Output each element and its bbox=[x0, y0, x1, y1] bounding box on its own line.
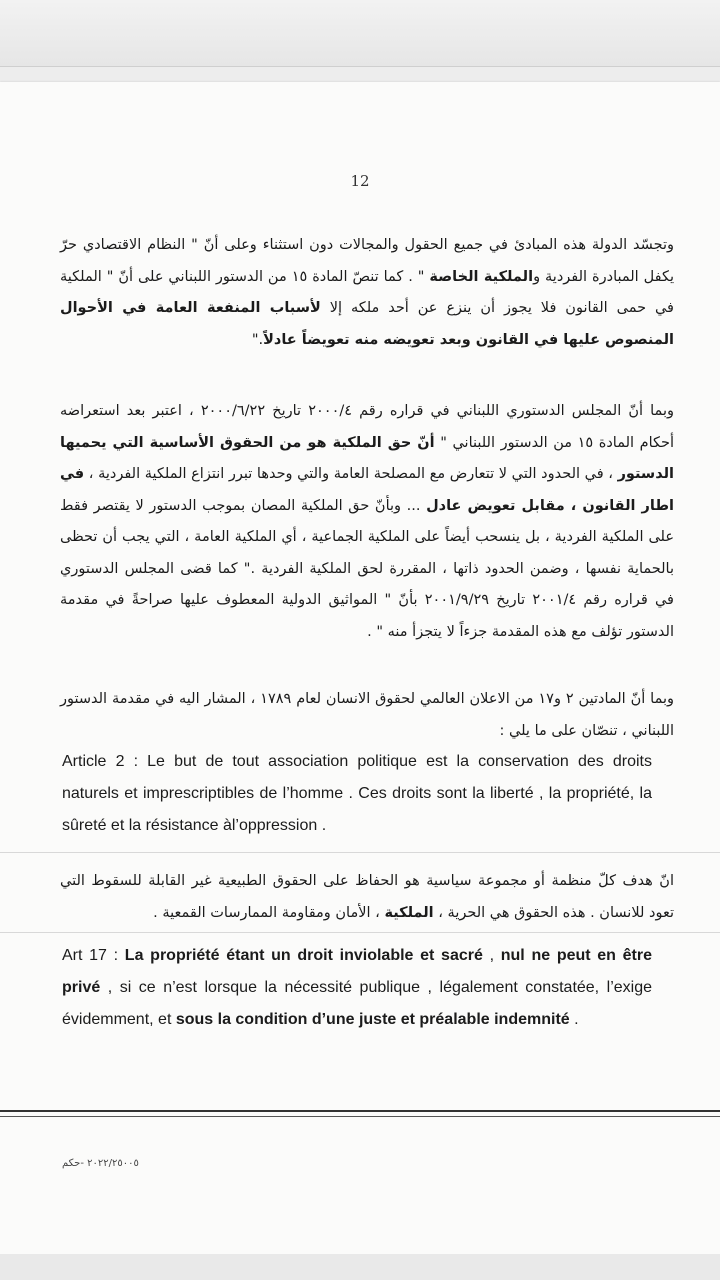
text-run: ، في الحدود التي لا تتعارض مع المصلحة العامة والتي وحدها تبرر انتزاع الملكية الفردية ، bbox=[84, 466, 618, 482]
page-number: 12 bbox=[350, 172, 370, 190]
bold-text-run: La propriété étant un droit inviolable et sacré bbox=[124, 947, 483, 964]
paragraph-state-principles bbox=[60, 230, 674, 356]
bold-text-run: nul ne peut en être privé bbox=[62, 947, 653, 996]
text-run: انّ هدف كلّ منظمة أو مجموعة سياسية هو الحفاظ على الحقوق الطبيعية غير القابلة للسقوط التي تعود للانسان . هذه الحقوق هي الحرية ، bbox=[60, 873, 674, 921]
text-run: Art 17 : bbox=[62, 947, 125, 964]
text-run: ... وبأنّ حق الملكية المصان بموجب الدستور لا يقتصر فقط على الملكية الفردية ، بل ينسحب أيضاً على الملكية الجماعية ، أي الملكية العامة ، التي يجب أن تحظى بالحماية نفسها ، وضمن الحدود ذاتها ، المقررة لحق الملكية الفردية ." كما قضى المجلس الدستوري في قراره رقم ٢٠٠١/٤ تاريخ ٢٠٠١/٩/٢٩ بأنّ " المواثيق الدولية المعطوف عليها صراحةً في مقدمة الدستور تؤلف مع هذه المقدمة جزءاً لا يتجزأ منه " . bbox=[60, 497, 674, 640]
text-run: وتجسّد الدولة هذه المبادئ في جميع الحقول والمجالات دون استثناء وعلى أنّ " النظام الاقتصادي حرّ يكفل المبادرة الفردية و bbox=[60, 237, 674, 285]
paragraph-declaration-articles bbox=[60, 684, 674, 747]
text-run: وبما أنّ المادتين ٢ و١٧ من الاعلان العالمي لحقوق الانسان لعام ١٧٨٩ ، المشار اليه في مقدمة الدستور اللبناني ، تنصّان على ما يلي : bbox=[60, 691, 674, 739]
text-run: , bbox=[482, 947, 501, 964]
article-17-french bbox=[62, 940, 652, 1036]
paragraph-constitutional-council bbox=[60, 396, 674, 648]
next-page-edge bbox=[0, 1254, 720, 1280]
bold-text-run: الملكية bbox=[384, 904, 434, 921]
article-2-arabic-translation bbox=[60, 866, 674, 929]
text-run: , si ce n’est lorsque la nécessité publique , légalement constatée, l’exige évidemment, et bbox=[62, 979, 652, 1028]
section-divider bbox=[0, 932, 720, 933]
text-run: " . كما تنصّ المادة ١٥ من الدستور اللبناني على أنّ " الملكية في حمى القانون فلا يجوز أن ينزع عن أحد ملكه إلا bbox=[60, 268, 674, 316]
text-run: Article 2 : Le but de tout association politique est la conservation des droits naturels et imprescriptibles de l’homme . Ces droits sont la liberté , la propriété, la sûreté et la résistance àl’oppression . bbox=[62, 753, 652, 834]
bold-text-run: sous la condition d’une juste et préalable indemnité bbox=[175, 1011, 570, 1028]
previous-page-edge bbox=[0, 0, 720, 67]
text-run: . bbox=[569, 1011, 579, 1028]
text-run: وبما أنّ المجلس الدستوري اللبناني في قراره رقم ٢٠٠٠/٤ تاريخ ٢٠٠٠/٦/٢٢ ، اعتبر بعد استعراضه أحكام المادة ١٥ من الدستور اللبناني " bbox=[60, 403, 675, 451]
footer-rule-thin bbox=[0, 1116, 720, 1117]
article-2-french bbox=[62, 746, 652, 842]
footer-reference-code: ٢٠٢٢/٢٥٠٠٥ -حكم bbox=[62, 1158, 139, 1169]
section-divider bbox=[0, 852, 720, 853]
bold-text-run: في اطار القانون ، مقابل تعويض عادل bbox=[60, 466, 674, 514]
footer-rule-thick bbox=[0, 1110, 720, 1112]
bold-text-run: الملكية الخاصة bbox=[429, 268, 534, 285]
text-run: ." bbox=[251, 331, 264, 348]
text-run: ، الأمان ومقاومة الممارسات القمعية . bbox=[153, 904, 385, 921]
bold-text-run: أنّ حق الملكية هو من الحقوق الأساسية التي يحميها الدستور bbox=[60, 434, 674, 482]
bold-text-run: لأسباب المنفعة العامة في الأحوال المنصوص عليها في القانون وبعد تعويضه منه تعويضاً عادلاً bbox=[60, 300, 674, 348]
